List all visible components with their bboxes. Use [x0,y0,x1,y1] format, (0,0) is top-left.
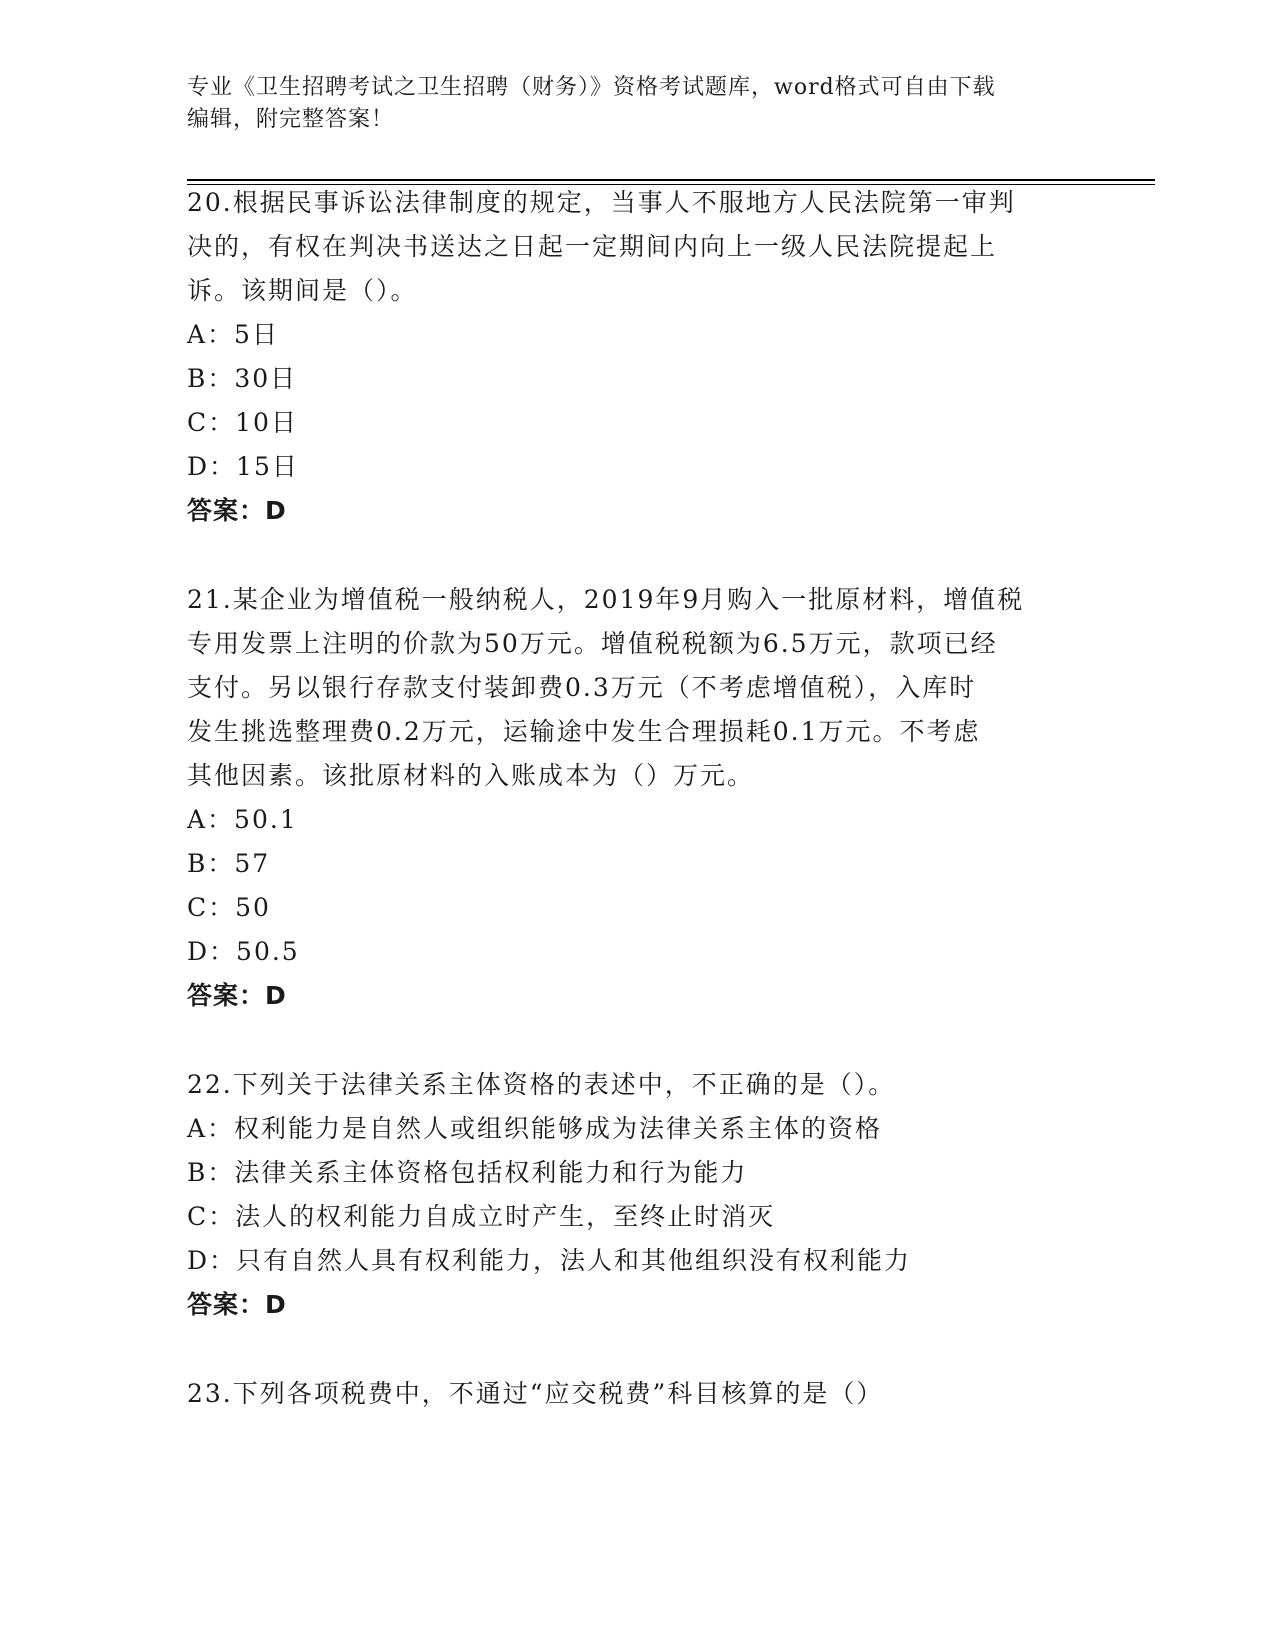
option-b: B：法律关系主体资格包括权利能力和行为能力 [187,1158,748,1187]
question-stem-line: 专用发票上注明的价款为50万元。增值税税额为6.5万元，款项已经 [187,629,998,658]
header-line-1: 专业《卫生招聘考试之卫生招聘（财务）》资格考试题库，word格式可自由下载 [187,75,996,100]
question-stem-line: 22.下列关于法律关系主体资格的表述中，不正确的是（）。 [187,1070,896,1099]
document-header [187,72,1087,136]
header-rule-thick [187,179,1155,181]
option-a: A：50.1 [187,805,298,834]
header-line-2: 编辑，附完整答案！ [187,107,395,132]
question-stem-line: 21.某企业为增值税一般纳税人，2019年9月购入一批原材料，增值税 [187,585,1025,614]
option-d: D：50.5 [187,937,300,966]
option-d: D：15日 [187,452,299,481]
question-stem-line: 23.下列各项税费中，不通过“应交税费”科目核算的是（） [187,1379,884,1408]
answer: 答案：D [187,981,287,1010]
option-d: D：只有自然人具有权利能力，法人和其他组织没有权利能力 [187,1246,912,1275]
answer: 答案：D [187,1290,287,1319]
option-a: A：权利能力是自然人或组织能够成为法律关系主体的资格 [187,1114,883,1143]
header-rule-thin [187,184,1155,185]
option-b: B：30日 [187,364,298,393]
question-stem-line: 20.根据民事诉讼法律制度的规定，当事人不服地方人民法院第一审判 [187,188,1016,217]
answer: 答案：D [187,496,287,525]
question-stem-line: 决的，有权在判决书送达之日起一定期间内向上一级人民法院提起上 [187,232,998,261]
option-c: C：50 [187,893,271,922]
option-b: B：57 [187,849,271,878]
option-c: C：10日 [187,408,298,437]
question-stem-line: 其他因素。该批原材料的入账成本为（）万元。 [187,761,755,790]
question-stem-line: 发生挑选整理费0.2万元，运输途中发生合理损耗0.1万元。不考虑 [187,717,981,746]
question-stem-line: 诉。该期间是（）。 [187,276,418,305]
option-c: C：法人的权利能力自成立时产生，至终止时消灭 [187,1202,776,1231]
option-a: A：5日 [187,320,279,349]
question-stem-line: 支付。另以银行存款支付装卸费0.3万元（不考虑增值税），入库时 [187,673,977,702]
